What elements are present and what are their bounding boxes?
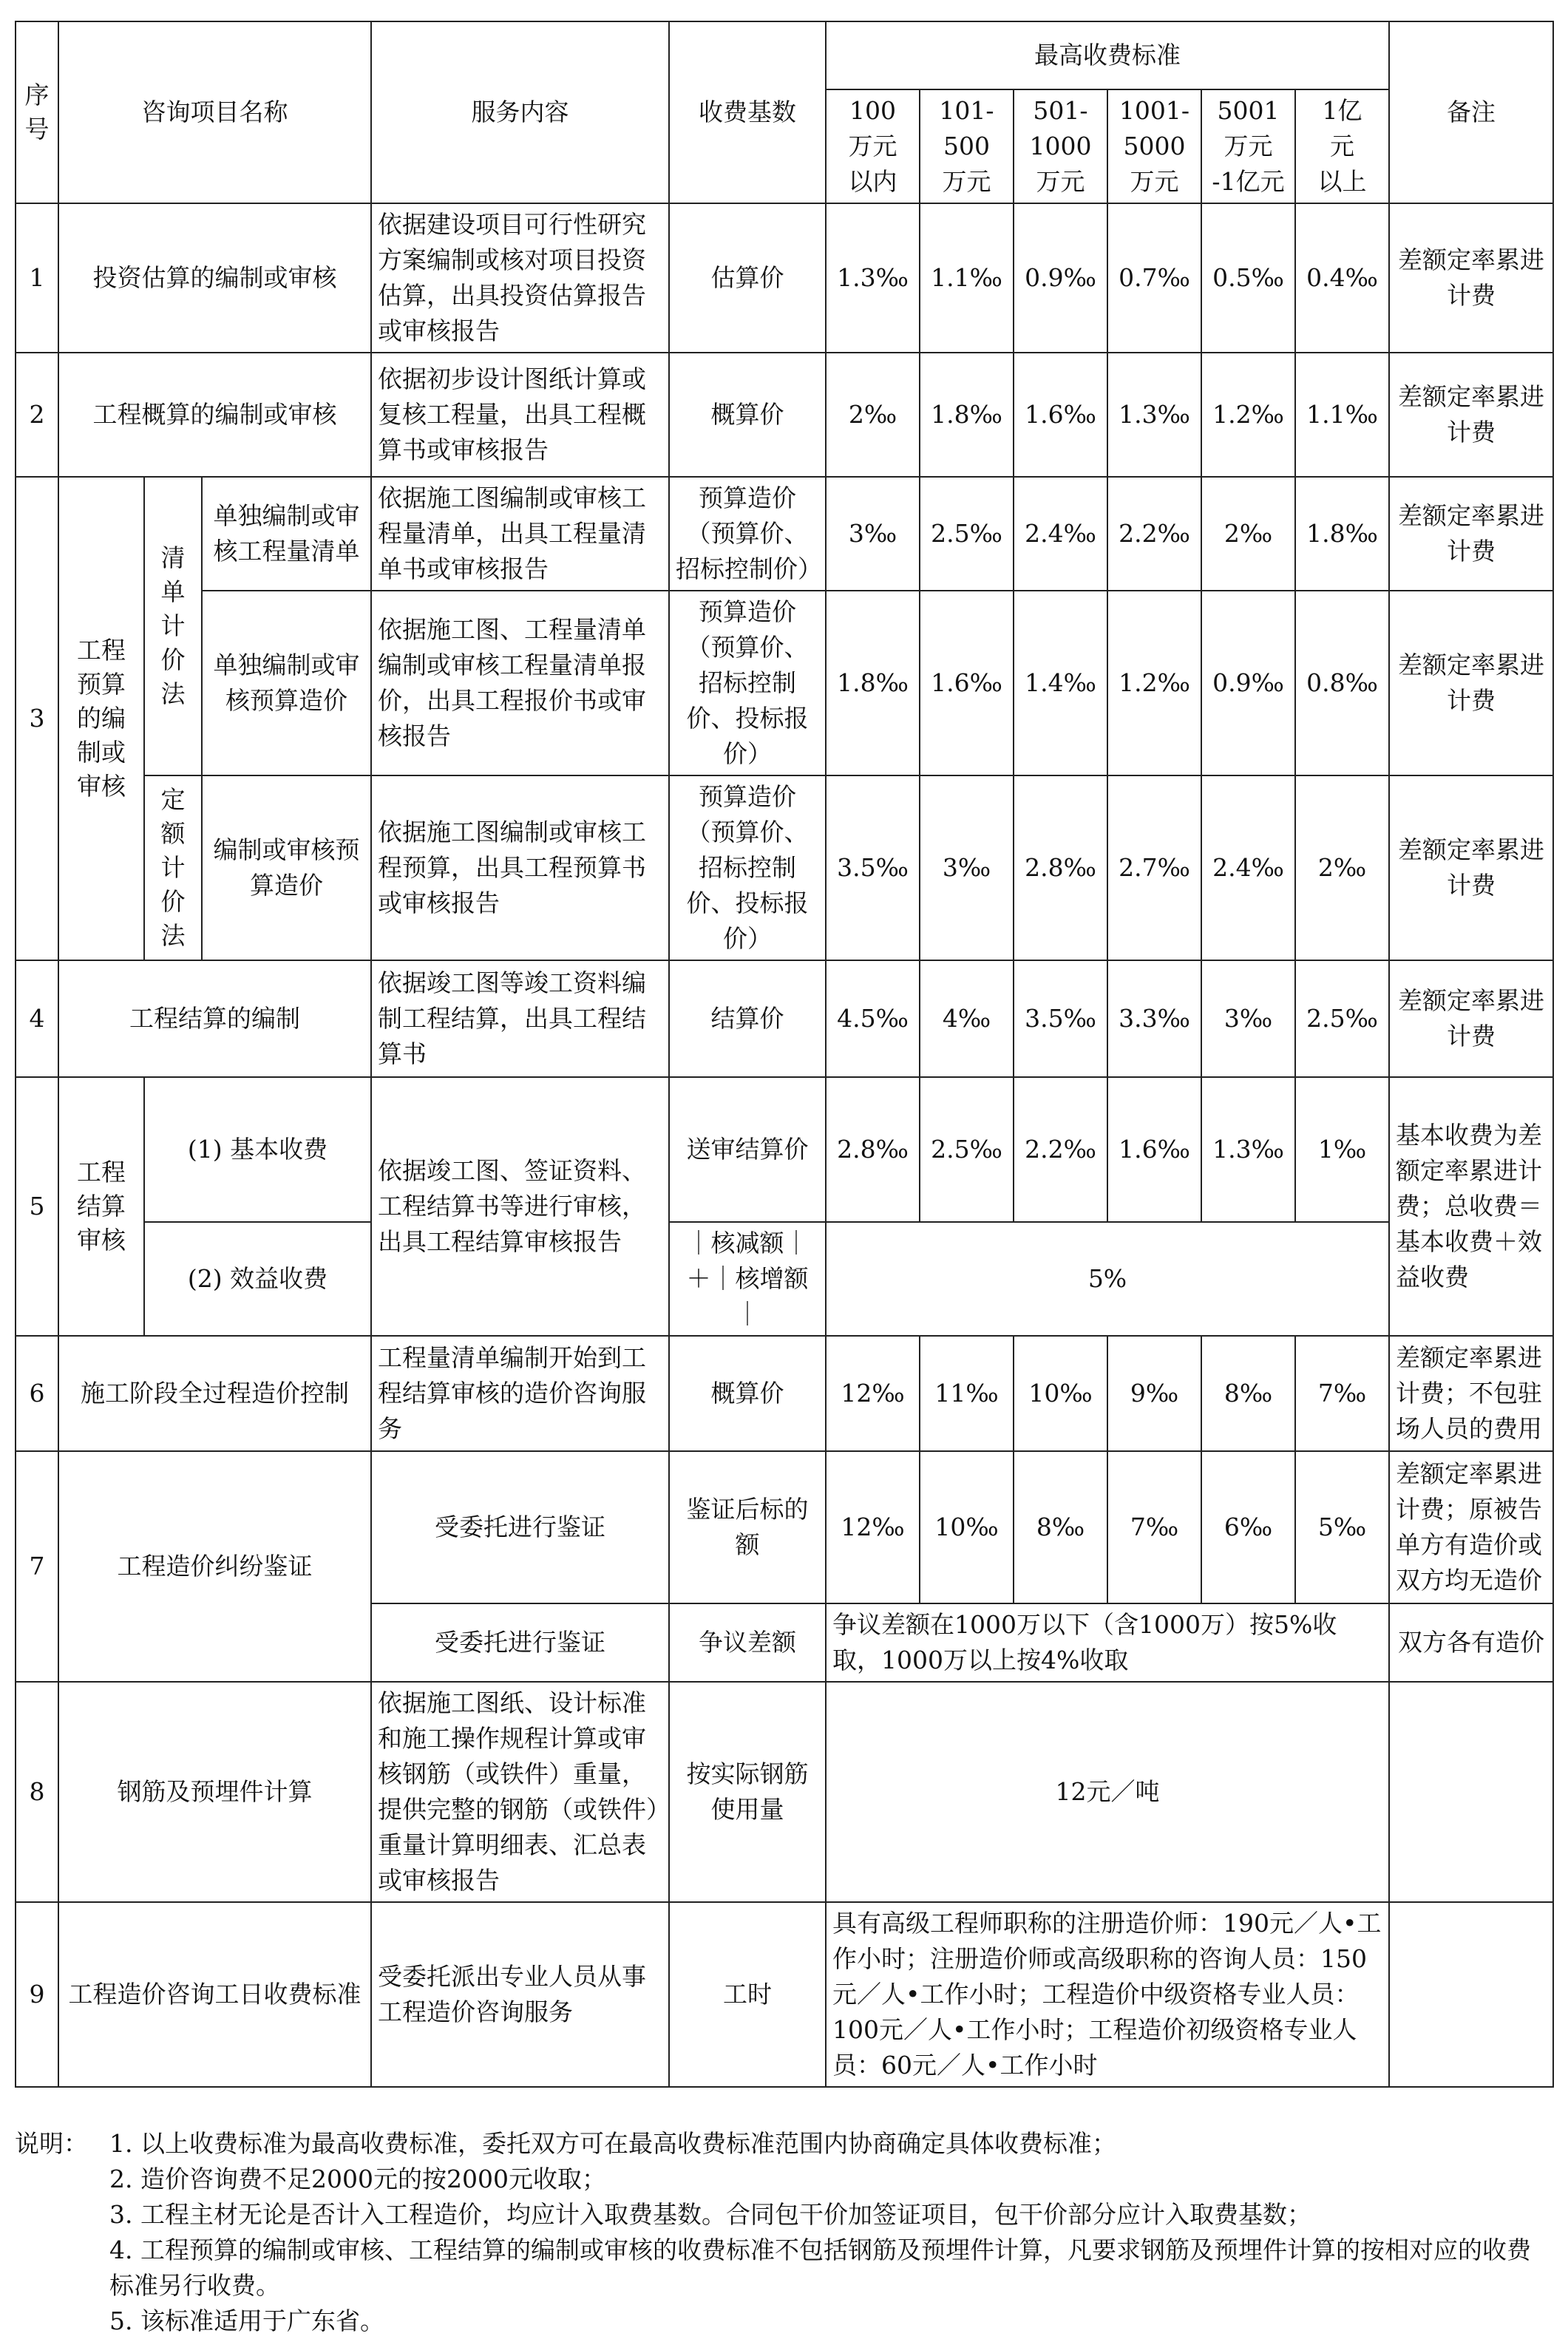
project-name: 施工阶段全过程造价控制 <box>58 1336 371 1451</box>
fee-base: 送审结算价 <box>669 1077 826 1222</box>
note-item: 2. 造价咨询费不足2000元的按2000元收取； <box>109 2165 606 2193</box>
service-content: 受委托进行鉴证 <box>371 1603 669 1682</box>
service-content: 依据建设项目可行性研究方案编制或核对项目投资估算，出具投资估算报告或审核报告 <box>371 203 669 353</box>
project-name: 钢筋及预埋件计算 <box>58 1682 371 1902</box>
rate-cell: 3‰ <box>920 775 1014 960</box>
rate-cell: 2.7‰ <box>1107 775 1201 960</box>
service-content: 依据初步设计图纸计算或复核工程量，出具工程概算书或审核报告 <box>371 353 669 477</box>
rate-cell: 争议差额在1000万以下（含1000万）按5%收取，1000万以上按4%收取 <box>826 1603 1389 1682</box>
note-item: 3. 工程主材无论是否计入工程造价，均应计入取费基数。合同包干价加签证项目，包干价部分应计入取费基数； <box>109 2200 1311 2229</box>
table-row <box>16 1077 1553 1222</box>
project-name: 工程概算的编制或审核 <box>58 353 371 477</box>
service-content: 依据竣工图等竣工资料编制工程结算，出具工程结算书 <box>371 960 669 1077</box>
rate-cell: 1.8‰ <box>920 353 1014 477</box>
rate-cell: 8‰ <box>1201 1336 1295 1451</box>
rate-cell: 1.2‰ <box>1107 591 1201 775</box>
fee-base: 预算造价（预算价、招标控制价、投标报价） <box>669 591 826 775</box>
project-name: 工程造价纠纷鉴证 <box>58 1451 371 1682</box>
sub-item: 编制或审核预算造价 <box>202 775 371 960</box>
fee-base: 预算造价（预算价、招标控制价） <box>669 477 826 591</box>
rate-cell: 0.8‰ <box>1295 591 1389 775</box>
project-name: 工程造价咨询工日收费标准 <box>58 1902 371 2087</box>
service-content: 工程量清单编制开始到工程结算审核的造价咨询服务 <box>371 1336 669 1451</box>
row-number: 1 <box>16 203 58 353</box>
rate-cell: 3‰ <box>826 477 920 591</box>
row-number: 2 <box>16 353 58 477</box>
rate-cell: 1.8‰ <box>1295 477 1389 591</box>
service-content: 受委托进行鉴证 <box>371 1451 669 1603</box>
rate-cell: 11‰ <box>920 1336 1014 1451</box>
header-seq: 序号 <box>16 21 58 203</box>
rate-cell: 2‰ <box>1295 775 1389 960</box>
table-row <box>16 477 1553 591</box>
rate-cell: 1.4‰ <box>1014 591 1107 775</box>
remark: 差额定率累进计费 <box>1389 775 1553 960</box>
rate-cell: 9‰ <box>1107 1336 1201 1451</box>
rate-cell: 12‰ <box>826 1451 920 1603</box>
fee-standard-document <box>15 21 1552 2339</box>
rate-cell: 0.5‰ <box>1201 203 1295 353</box>
project-name: 投资估算的编制或审核 <box>58 203 371 353</box>
fee-base: 工时 <box>669 1902 826 2087</box>
row-number: 4 <box>16 960 58 1077</box>
fee-base: 结算价 <box>669 960 826 1077</box>
fee-base: ｜核减额｜＋｜核增额｜ <box>669 1222 826 1336</box>
rate-cell: 2.2‰ <box>1107 477 1201 591</box>
project-name: 工程结算审核 <box>58 1077 144 1336</box>
rate-cell: 10‰ <box>920 1451 1014 1603</box>
rate-cell: 1.3‰ <box>826 203 920 353</box>
project-name: 工程预算的编制或审核 <box>58 477 144 960</box>
method-label-quota: 定额计价法 <box>144 775 202 960</box>
rate-cell: 3.5‰ <box>1014 960 1107 1077</box>
rate-cell: 5% <box>826 1222 1389 1336</box>
rate-cell: 0.9‰ <box>1014 203 1107 353</box>
table-row <box>16 1451 1553 1603</box>
table-row <box>16 1222 1553 1336</box>
remark: 差额定率累进计费；原被告单方有造价或双方均无造价 <box>1389 1451 1553 1603</box>
sub-item: 单独编制或审核工程量清单 <box>202 477 371 591</box>
rate-cell: 2.8‰ <box>826 1077 920 1222</box>
remark: 差额定率累进计费 <box>1389 960 1553 1077</box>
method-label-bill: 清单计价法 <box>144 477 202 775</box>
remark: 双方各有造价 <box>1389 1603 1553 1682</box>
rate-cell: 2.5‰ <box>920 1077 1014 1222</box>
remark: 差额定率累进计费 <box>1389 591 1553 775</box>
table-row <box>16 1336 1553 1451</box>
table-row <box>16 960 1553 1077</box>
table-header-row <box>16 21 1553 89</box>
rate-cell: 1.1‰ <box>1295 353 1389 477</box>
header-bracket: 1001- 5000 万元 <box>1107 89 1201 203</box>
table-row <box>16 353 1553 477</box>
rate-cell: 3.3‰ <box>1107 960 1201 1077</box>
header-bracket: 501- 1000 万元 <box>1014 89 1107 203</box>
notes-section <box>15 2126 1552 2339</box>
table-row <box>16 203 1553 353</box>
rate-cell: 2.4‰ <box>1201 775 1295 960</box>
rate-cell: 0.7‰ <box>1107 203 1201 353</box>
rate-cell: 2.8‰ <box>1014 775 1107 960</box>
rate-cell: 7‰ <box>1295 1336 1389 1451</box>
rate-cell: 3‰ <box>1201 960 1295 1077</box>
fee-standard-table <box>15 21 1554 2088</box>
row-number: 6 <box>16 1336 58 1451</box>
rate-cell: 3.5‰ <box>826 775 920 960</box>
service-content: 依据施工图编制或审核工程量清单，出具工程量清单书或审核报告 <box>371 477 669 591</box>
header-project: 咨询项目名称 <box>58 21 371 203</box>
row-number: 9 <box>16 1902 58 2087</box>
sub-item: (1) 基本收费 <box>144 1077 371 1222</box>
rate-cell: 2.5‰ <box>920 477 1014 591</box>
fee-base: 鉴证后标的额 <box>669 1451 826 1603</box>
remark: 差额定率累进计费 <box>1389 477 1553 591</box>
header-bracket: 1亿 元 以上 <box>1295 89 1389 203</box>
rate-cell: 1.2‰ <box>1201 353 1295 477</box>
service-content: 依据施工图、工程量清单编制或审核工程量清单报价，出具工程报价书或审核报告 <box>371 591 669 775</box>
rate-cell: 2.4‰ <box>1014 477 1107 591</box>
rate-cell: 1.8‰ <box>826 591 920 775</box>
fee-base: 估算价 <box>669 203 826 353</box>
notes-label: 说明： <box>15 2129 88 2158</box>
fee-base: 争议差额 <box>669 1603 826 1682</box>
table-row <box>16 1682 1553 1902</box>
sub-item: 单独编制或审核预算造价 <box>202 591 371 775</box>
rate-cell: 2.2‰ <box>1014 1077 1107 1222</box>
rate-cell: 7‰ <box>1107 1451 1201 1603</box>
remark <box>1389 1682 1553 1902</box>
rate-cell: 1.3‰ <box>1107 353 1201 477</box>
header-bracket: 101- 500 万元 <box>920 89 1014 203</box>
rate-cell: 1.6‰ <box>920 591 1014 775</box>
rate-cell: 0.4‰ <box>1295 203 1389 353</box>
header-base: 收费基数 <box>669 21 826 203</box>
rate-cell: 1‰ <box>1295 1077 1389 1222</box>
remark: 差额定率累进计费 <box>1389 353 1553 477</box>
rate-cell: 1.3‰ <box>1201 1077 1295 1222</box>
header-bracket: 100 万元 以内 <box>826 89 920 203</box>
row-number: 3 <box>16 477 58 960</box>
remark <box>1389 1902 1553 2087</box>
rate-cell: 2‰ <box>1201 477 1295 591</box>
rate-cell: 1.6‰ <box>1107 1077 1201 1222</box>
rate-cell: 2.5‰ <box>1295 960 1389 1077</box>
note-item: 1. 以上收费标准为最高收费标准，委托双方可在最高收费标准范围内协商确定具体收费标准； <box>109 2129 1116 2158</box>
rate-cell: 具有高级工程师职称的注册造价师：190元／人•工作小时；注册造价师或高级职称的咨询人员：150元／人•工作小时；工程造价中级资格专业人员：100元／人•工作小时；工程造价初级资格专业人员：60元／人•工作小时 <box>826 1902 1389 2087</box>
header-max-standard: 最高收费标准 <box>826 21 1389 89</box>
sub-item: (2) 效益收费 <box>144 1222 371 1336</box>
rate-cell: 12元／吨 <box>826 1682 1389 1902</box>
row-number: 7 <box>16 1451 58 1682</box>
fee-base: 概算价 <box>669 1336 826 1451</box>
row-number: 5 <box>16 1077 58 1336</box>
rate-cell: 5‰ <box>1295 1451 1389 1603</box>
table-row <box>16 775 1553 960</box>
remark: 差额定率累进计费；不包驻场人员的费用 <box>1389 1336 1553 1451</box>
rate-cell: 10‰ <box>1014 1336 1107 1451</box>
table-row <box>16 591 1553 775</box>
rate-cell: 0.9‰ <box>1201 591 1295 775</box>
fee-base: 概算价 <box>669 353 826 477</box>
remark: 差额定率累进计费 <box>1389 203 1553 353</box>
rate-cell: 4‰ <box>920 960 1014 1077</box>
table-row <box>16 1902 1553 2087</box>
note-item: 4. 工程预算的编制或审核、工程结算的编制或审核的收费标准不包括钢筋及预埋件计算，凡要求钢筋及预埋件计算的按相对应的收费标准另行收费。 <box>109 2236 1531 2300</box>
service-content: 依据施工图纸、设计标准和施工操作规程计算或审核钢筋（或铁件）重量，提供完整的钢筋（或铁件）重量计算明细表、汇总表或审核报告 <box>371 1682 669 1902</box>
rate-cell: 8‰ <box>1014 1451 1107 1603</box>
rate-cell: 6‰ <box>1201 1451 1295 1603</box>
rate-cell: 4.5‰ <box>826 960 920 1077</box>
header-bracket: 5001 万元 -1亿元 <box>1201 89 1295 203</box>
service-content: 依据施工图编制或审核工程预算，出具工程预算书或审核报告 <box>371 775 669 960</box>
note-item: 5. 该标准适用于广东省。 <box>109 2306 384 2335</box>
note-line <box>15 2126 1552 2162</box>
service-content: 受委托派出专业人员从事工程造价咨询服务 <box>371 1902 669 2087</box>
rate-cell: 2‰ <box>826 353 920 477</box>
service-content: 依据竣工图、签证资料、工程结算书等进行审核，出具工程结算审核报告 <box>371 1077 669 1336</box>
fee-base: 按实际钢筋使用量 <box>669 1682 826 1902</box>
rate-cell: 12‰ <box>826 1336 920 1451</box>
fee-base: 预算造价（预算价、招标控制价、投标报价） <box>669 775 826 960</box>
rate-cell: 1.6‰ <box>1014 353 1107 477</box>
remark: 基本收费为差额定率累进计费；总收费＝基本收费＋效益收费 <box>1389 1077 1553 1336</box>
row-number: 8 <box>16 1682 58 1902</box>
header-service: 服务内容 <box>371 21 669 203</box>
header-remark: 备注 <box>1389 21 1553 203</box>
project-name: 工程结算的编制 <box>58 960 371 1077</box>
rate-cell: 1.1‰ <box>920 203 1014 353</box>
